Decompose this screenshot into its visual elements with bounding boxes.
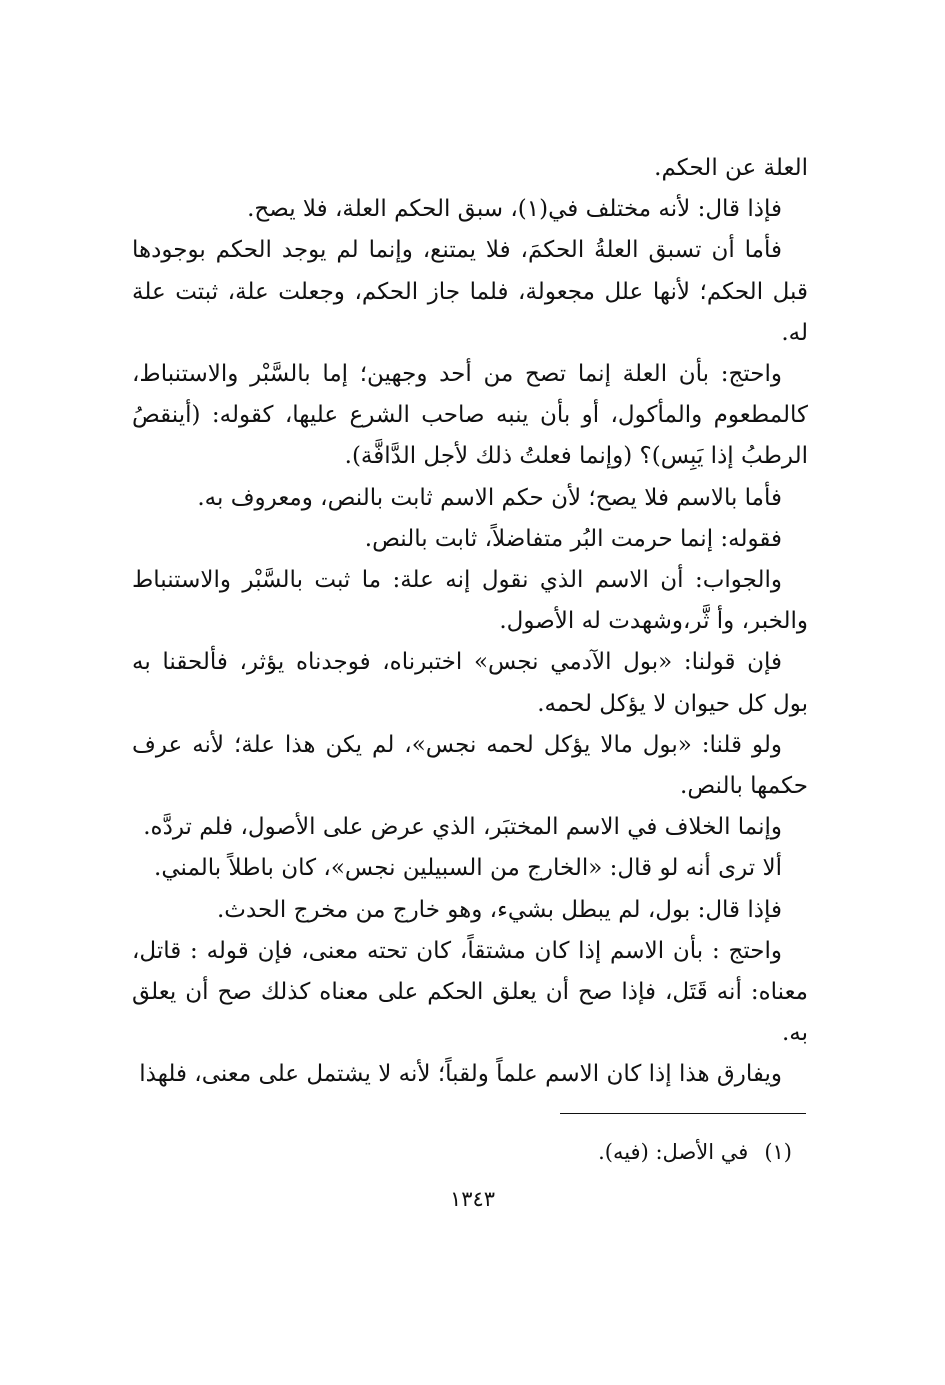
- paragraph-12: فإذا قال: بول، لم يبطل بشيء، وهو خارج من مخرج الحدث.: [216, 896, 782, 923]
- main-text-block: [132, 148, 808, 1096]
- paragraph-2: فإذا قال: لأنه مختلف في(١)، سبق الحكم العلة، فلا يصح.: [247, 196, 782, 223]
- page-number: ١٣٤٣: [449, 1187, 496, 1211]
- footnote-divider: [560, 1113, 806, 1114]
- paragraph-11: ألا ترى أنه لو قال: «الخارج من السبيلين نجس»، كان باطلاً بالمني.: [154, 855, 782, 882]
- paragraph-10: وإنما الخلاف في الاسم المختبَر، الذي عرض على الأصول، فلم تردَّه.: [143, 814, 782, 841]
- footnote-marker: (١): [764, 1140, 792, 1164]
- paragraph-13: واحتج : بأن الاسم إذا كان مشتقاً، كان تحته معنى، فإن قوله : قاتل، معناه: أنه قَتَل، فإذا صح أن يعلق الحكم على معناه كذلك صح أن يعلق به.: [132, 937, 808, 1047]
- footnote-text: في الأصل: (فيه).: [598, 1140, 749, 1164]
- footnote: [132, 1136, 792, 1168]
- paragraph-5: فأما بالاسم فلا يصح؛ لأن حكم الاسم ثابت بالنص، ومعروف به.: [197, 484, 782, 511]
- paragraph-3: فأما أن تسبق العلةُ الحكمَ، فلا يمتنع، وإنما لم يوجد الحكم بوجودها قبل الحكم؛ لأنها علل مجعولة، فلما جاز الحكم، وجعلت علة، ثبتت علة له.: [132, 237, 808, 346]
- paragraph-9: ولو قلنا: «بول مالا يؤكل لحمه نجس»، لم يكن هذا علة؛ لأنه عرف حكمها بالنص.: [132, 731, 808, 800]
- paragraph-1: العلة عن الحكم.: [654, 155, 808, 181]
- paragraph-14: ويفارق هذا إذا كان الاسم علماً ولقباً؛ لأنه لا يشتمل على معنى، فلهذا: [139, 1061, 782, 1088]
- paragraph-8: فإن قولنا: «بول الآدمي نجس» اختبرناه، فوجدناه يؤثر، فألحقنا به بول كل حيوان لا يؤكل لحمه.: [132, 649, 808, 717]
- paragraph-7: والجواب: أن الاسم الذي نقول إنه علة: ما ثبت بالسَّبْر والاستنباط والخبر، وأ ثَّر،وشهدت له الأصول.: [132, 567, 808, 635]
- paragraph-4: واحتج: بأن العلة إنما تصح من أحد وجهين؛ إما بالسَّبْر والاستنباط، كالمطعوم والمأكول، أو بأن ينبه صاحب الشرع عليها، كقوله: (أينقصُ الرطبُ إذا يَبِس)؟ (وإنما فعلتُ ذلك لأجل الدَّافَّة).: [132, 361, 808, 470]
- paragraph-6: فقوله: إنما حرمت البُر متفاضلاً، ثابت بالنص.: [364, 525, 782, 552]
